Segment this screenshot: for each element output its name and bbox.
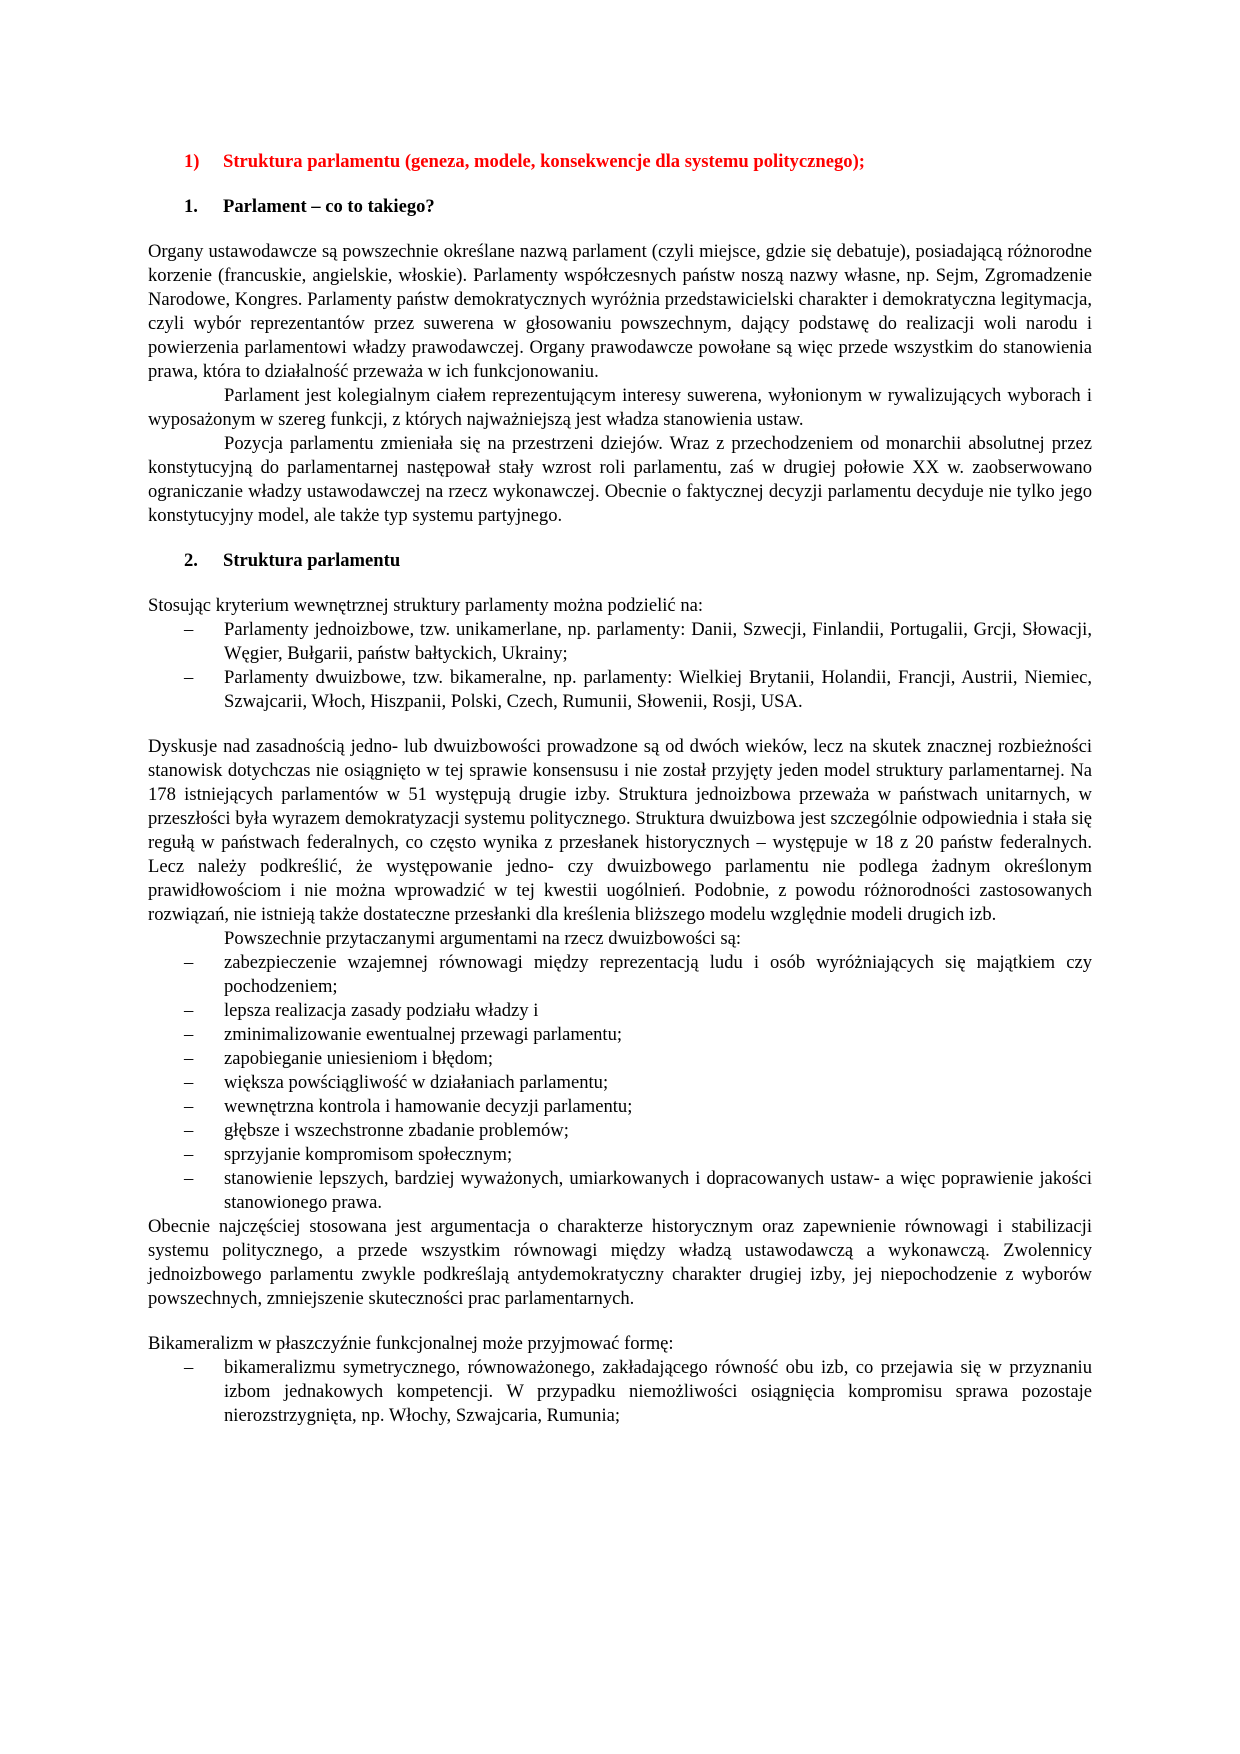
- paragraph: Parlament jest kolegialnym ciałem reprezentującym interesy suwerena, wyłonionym w rywalizujących wyborach i wyposażonym w szereg funkcji, z których najważniejszą jest władza stanowienia ustaw.: [148, 385, 1092, 430]
- bullet-list-bicameralism-forms: [148, 1356, 1092, 1428]
- dash-bullet: –: [184, 1024, 194, 1045]
- section-title: Struktura parlamentu: [223, 550, 401, 571]
- list-item-text: wewnętrzna kontrola i hamowanie decyzji parlamentu;: [224, 1096, 633, 1117]
- list-item: [148, 1047, 1092, 1071]
- list-item: [148, 1167, 1092, 1215]
- list-item-text: zminimalizowanie ewentualnej przewagi parlamentu;: [224, 1024, 623, 1045]
- list-item: [148, 1095, 1092, 1119]
- bullet-list-parliament-types: [148, 618, 1092, 714]
- list-item: [148, 1119, 1092, 1143]
- list-item: [148, 618, 1092, 666]
- dash-bullet: –: [184, 1000, 194, 1021]
- dash-bullet: –: [184, 1072, 194, 1093]
- section-title: Parlament – co to takiego?: [223, 196, 435, 217]
- list-item: [148, 1356, 1092, 1428]
- bullet-list-arguments: [148, 951, 1092, 1215]
- dash-bullet: –: [184, 1120, 194, 1141]
- paragraph: Powszechnie przytaczanymi argumentami na rzecz dwuizbowości są:: [224, 928, 741, 949]
- paragraph: Pozycja parlamentu zmieniała się na przestrzeni dziejów. Wraz z przechodzeniem od monarchii absolutnej przez konstytucyjną do parlamentarnej następował stały wzrost roli parlamentu, zaś w drugiej połowie XX w. zaobserwowano ograniczanie władzy ustawodawczej na rzecz wykonawczej. Obecnie o faktycznej decyzji parlamentu decyduje nie tylko jego konstytucyjny model, ale także typ systemu partyjnego.: [148, 433, 1092, 526]
- paragraph: Bikameralizm w płaszczyźnie funkcjonalnej może przyjmować formę:: [148, 1333, 674, 1354]
- list-item-text: sprzyjanie kompromisom społecznym;: [224, 1144, 513, 1165]
- dash-bullet: –: [184, 619, 194, 640]
- list-item: [148, 666, 1092, 714]
- paragraph: Obecnie najczęściej stosowana jest argumentacja o charakterze historycznym oraz zapewnienie równowagi i stabilizacji systemu politycznego, a przede wszystkim równowagi między władzą ustawodawczą a wykonawczą. Zwolennicy jednoizbowego parlamentu zwykle podkreślają antydemokratyczny charakter drugiej izby, jej niepochodzenie z wyborów powszechnych, zmniejszenie skuteczności prac parlamentarnych.: [148, 1216, 1092, 1309]
- section-heading-2: [184, 549, 1092, 573]
- list-item: [148, 951, 1092, 999]
- list-item-text: większa powściągliwość w działaniach parlamentu;: [224, 1072, 609, 1093]
- list-item-text: bikameralizmu symetrycznego, równoważonego, zakładającego równość obu izb, co przejawia się w przyznaniu izbom jednakowych kompetencji. W przypadku niemożliwości osiągnięcia kompromisu sprawa pozostaje nierozstrzygnięta, np. Włochy, Szwajcaria, Rumunia;: [224, 1357, 1092, 1426]
- section-number: 1.: [184, 196, 198, 217]
- title-text: Struktura parlamentu (geneza, modele, konsekwencje dla systemu politycznego);: [223, 151, 865, 172]
- list-item: [148, 999, 1092, 1023]
- title-number: 1): [184, 151, 200, 172]
- dash-bullet: –: [184, 1168, 194, 1189]
- document-body: [148, 150, 1092, 1428]
- section-number: 2.: [184, 550, 198, 571]
- list-item-text: Parlamenty dwuizbowe, tzw. bikameralne, np. parlamenty: Wielkiej Brytanii, Holandii, Francji, Austrii, Niemiec, Szwajcarii, Włoch, Hiszpanii, Polski, Czech, Rumunii, Słowenii, Rosji, USA.: [224, 667, 1092, 712]
- paragraph: Organy ustawodawcze są powszechnie określane nazwą parlament (czyli miejsce, gdzie się debatuje), posiadającą różnorodne korzenie (francuskie, angielskie, włoskie). Parlamenty współczesnych państw noszą nazwy własne, np. Sejm, Zgromadzenie Narodowe, Kongres. Parlamenty państw demokratycznych wyróżnia przedstawicielski charakter i demokratyczna legitymacja, czyli wybór reprezentantów przez suwerena w głosowaniu powszechnym, dający podstawę do realizacji woli narodu i powierzenia parlamentowi władzy prawodawczej. Organy prawodawcze powołane są więc przede wszystkim do stanowienia prawa, która to działalność przeważa w ich funkcjonowaniu.: [148, 241, 1092, 382]
- dash-bullet: –: [184, 1048, 194, 1069]
- list-item-text: zapobieganie uniesieniom i błędom;: [224, 1048, 494, 1069]
- list-item: [148, 1143, 1092, 1167]
- paragraph: Stosując kryterium wewnętrznej struktury parlamenty można podzielić na:: [148, 595, 704, 616]
- list-item-text: lepsza realizacja zasady podziału władzy i: [224, 1000, 539, 1021]
- list-item-text: Parlamenty jednoizbowe, tzw. unikamerlane, np. parlamenty: Danii, Szwecji, Finlandii, Portugalii, Grcji, Słowacji, Węgier, Bułgarii, państw bałtyckich, Ukrainy;: [224, 619, 1092, 664]
- section-heading-1: [184, 195, 1092, 219]
- list-item-text: głębsze i wszechstronne zbadanie problemów;: [224, 1120, 569, 1141]
- list-item: [148, 1023, 1092, 1047]
- dash-bullet: –: [184, 1096, 194, 1117]
- list-item-text: zabezpieczenie wzajemnej równowagi między reprezentacją ludu i osób wyróżniających się majątkiem czy pochodzeniem;: [224, 952, 1092, 997]
- paragraph: Dyskusje nad zasadnością jedno- lub dwuizbowości prowadzone są od dwóch wieków, lecz na skutek znacznej rozbieżności stanowisk dotychczas nie osiągnięto w tej sprawie konsensusu i nie został przyjęty jeden model struktury parlamentarnej. Na 178 istniejących parlamentów w 51 występują drugie izby. Struktura jednoizbowa przeważa w państwach unitarnych, w przeszłości była wyrazem demokratyzacji systemu politycznego. Struktura dwuizbowa jest szczególnie odpowiednia i stała się regułą w państwach federalnych, co często wynika z przesłanek historycznych – występuje w 18 z 20 państw federalnych. Lecz należy podkreślić, że występowanie jedno- czy dwuizbowego parlamentu nie podlega żadnym określonym prawidłowościom i nie można wprowadzić w tej kwestii uogólnień. Podobnie, z powodu różnorodności zastosowanych rozwiązań, nie istnieją także dostateczne przesłanki dla kreślenia bliższego modelu względnie modeli drugich izb.: [148, 736, 1092, 925]
- dash-bullet: –: [184, 1144, 194, 1165]
- dash-bullet: –: [184, 952, 194, 973]
- dash-bullet: –: [184, 667, 194, 688]
- list-item: [148, 1071, 1092, 1095]
- list-item-text: stanowienie lepszych, bardziej wyważonych, umiarkowanych i dopracowanych ustaw- a więc poprawienie jakości stanowionego prawa.: [224, 1168, 1092, 1213]
- document-title: [184, 150, 1092, 174]
- dash-bullet: –: [184, 1357, 194, 1378]
